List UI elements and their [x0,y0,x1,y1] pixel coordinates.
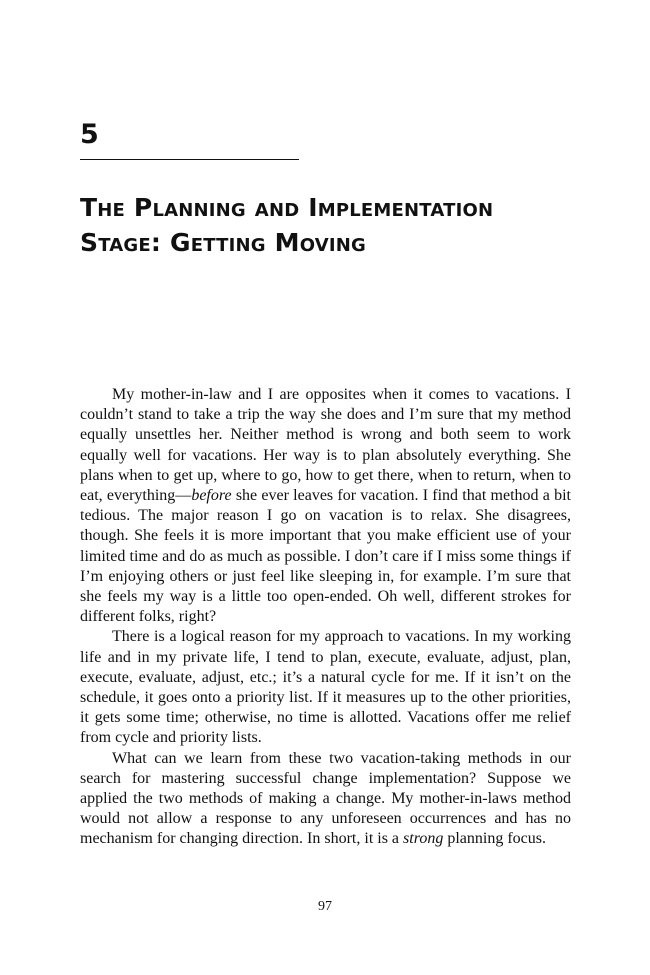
chapter-rule [80,159,299,160]
page-number: 97 [318,899,332,914]
paragraph-1-text-a: My mother-in-law and I are opposites when it comes to vacations. I couldn’t stand to take a trip the way she does and I’m sure that my method equally unsettles her. Neither method is wrong and both seem to work equally well for vacations. Her way is to plan absolutely everything. She plans when to get up, where to go, how to get there, when to return, when to eat, everything— [80,386,571,505]
paragraph-3-text-b: planning focus. [443,830,546,848]
paragraph-1-text-b: she ever leaves for vacation. I find that method a bit tedious. The major reason I go on vacation is to relax. She disagrees, though. She feels it is more important that you make efficient use of your limited time and do as much as possible. I don’t care if I miss some things if I’m enjoying others or just feel like sleeping in, for example. I’m sure that she feels my way is a little too open-ended. Oh well, different strokes for different folks, right? [80,487,571,626]
paragraph-2 [80,627,571,748]
chapter-title-line-2: Stage: Getting Moving [80,228,366,257]
chapter-number: 5 [80,119,99,150]
body-text [80,385,571,850]
chapter-title [80,190,580,260]
paragraph-2-text: There is a logical reason for my approach to vacations. In my working life and in my private life, I tend to plan, execute, evaluate, adjust, plan, execute, evaluate, adjust, etc.; it’s a natural cycle for me. If it isn’t on the schedule, it goes onto a priority list. If it measures up to the other priorities, it gets some time; otherwise, no time is allotted. Vacations offer me relief from cycle and priority lists. [80,628,571,747]
paragraph-3 [80,749,571,850]
paragraph-1-emphasis: before [191,487,232,505]
paragraph-3-text-a: What can we learn from these two vacation-taking methods in our search for mastering successful change implementation? Suppose we applied the two methods of making a change. My mother-in-laws method would not allow a response to any unforeseen occurrences and has no mechanism for changing direction. In short, it is a [80,749,571,848]
paragraph-1 [80,385,571,627]
paragraph-3-emphasis: strong [403,830,444,848]
chapter-title-line-1: The Planning and Implementation [80,193,494,222]
